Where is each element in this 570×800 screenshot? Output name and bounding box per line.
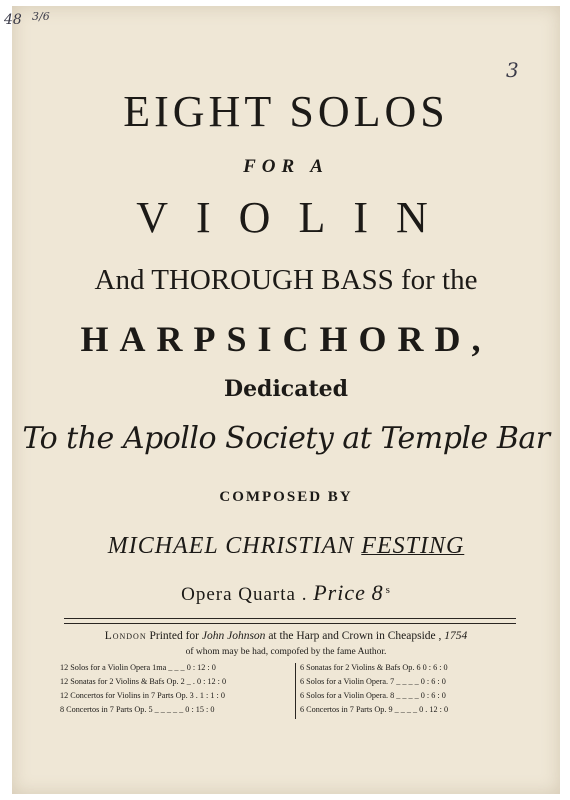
list-item: 6 Solos for a Violin Opera. 7 _ _ _ _ 0 : 6 : 0	[300, 677, 446, 686]
works-list-right	[300, 661, 448, 717]
list-item: 12 Sonatas for 2 Violins & Bafs Op. 2 _ . 0 : 12 : 0	[60, 677, 227, 686]
price-unit: s	[385, 583, 391, 596]
list-item: 6 Solos for a Violin Opera. 8 _ _ _ _ 0 : 6 : 0	[300, 691, 446, 700]
column-divider	[295, 663, 296, 719]
title-harpsichord: HARPSICHORD,	[80, 319, 492, 359]
imprint-city: London	[104, 630, 147, 642]
price-label: Price	[313, 580, 366, 605]
composer-given-names: MICHAEL CHRISTIAN	[107, 533, 355, 559]
imprint-printed-for: Printed for	[149, 630, 199, 642]
price-value: 8	[371, 580, 384, 605]
composed-by-label: COMPOSED BY	[219, 489, 353, 505]
composer-surname: FESTING	[361, 533, 465, 559]
opus-label: Opera Quarta .	[181, 584, 308, 605]
list-item: 12 Concertos for Violins in 7 Parts Op. 3 . 1 : 1 : 0	[60, 691, 225, 700]
handwritten-fraction-note: 3/6	[32, 10, 50, 23]
opus-and-price	[12, 580, 560, 606]
handwritten-shelf-number: 48	[4, 12, 22, 28]
list-item: 12 Solos for a Violin Opera 1ma _ _ _ 0 : 12 : 0	[60, 663, 216, 672]
title-for-a: FOR A	[243, 156, 329, 177]
title-eight-solos: EIGHT SOLOS	[123, 87, 449, 136]
composer-name	[12, 533, 560, 560]
title-thorough-bass: And THOROUGH BASS for the	[94, 264, 478, 296]
title-violin: VIOLIN	[136, 193, 456, 242]
works-list-left	[60, 661, 226, 717]
dedicatee-line: To the Apollo Society at Temple Bar	[22, 421, 550, 456]
dedicated-label: Dedicated	[223, 376, 348, 402]
imprint-year: 1754	[444, 630, 468, 642]
imprint-publisher: John Johnson	[201, 630, 266, 642]
imprint-line	[12, 630, 560, 642]
imprint-subtitle: of whom may be had, compofed by the fame Author.	[185, 647, 387, 657]
list-item: 6 Sonatas for 2 Violins & Bafs Op. 6 0 : 6 : 0	[300, 663, 448, 672]
list-item: 6 Concertos in 7 Parts Op. 9 _ _ _ _ 0 . 12 : 0	[300, 705, 449, 714]
handwritten-page-number: 3	[506, 58, 519, 82]
imprint-address: at the Harp and Crown in Cheapside ,	[268, 630, 442, 642]
title-page	[4, 6, 560, 794]
list-item: 8 Concertos in 7 Parts Op. 5 _ _ _ _ _ 0 : 15 : 0	[60, 705, 215, 714]
double-rule-divider	[64, 618, 516, 624]
